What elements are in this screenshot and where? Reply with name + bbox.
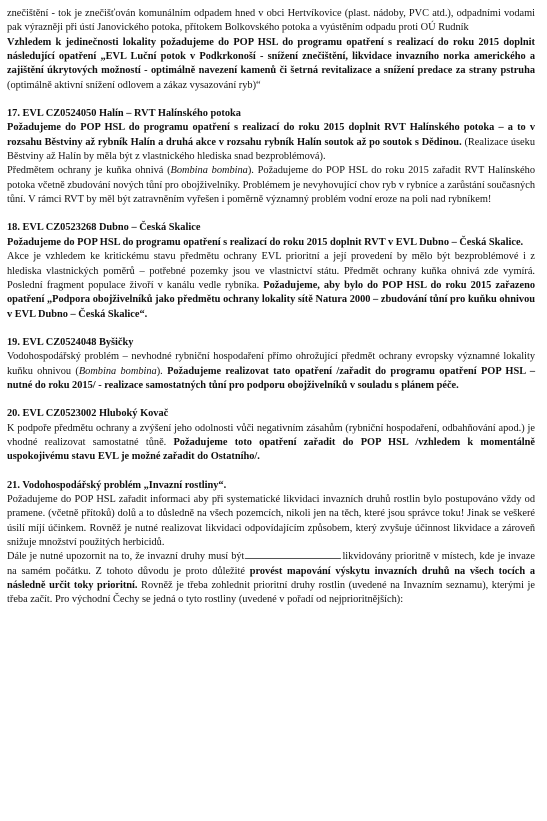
requirement-text: Požadujeme toto opatření zařadit do POP HSL /vzhledem k momentálně uspokojivému stavu EVL je možné zařadit do Ostatního/. [7, 436, 535, 463]
section-19-body [7, 350, 535, 393]
section-20-heading: 20. EVL CZ0523002 Hluboký Kovač [7, 408, 169, 420]
requirement-text: Vzhledem k jedinečnosti lokality požadujeme do POP HSL do programu opatření s realizací do roku 2015 doplnit následující opatření „EVL Luční potok v Podkrkonoší - snížení znečištění, likvidace invazního norka amerického a zajištění úkrytových možností - optimálně navezení kamenů či šetrná revitalizace a snížení predace za strany pstruha [7, 36, 535, 77]
paragraph-text: Požadujeme do POP HSL zařadit informaci aby při systematické likvidaci invazních druhů rostlin bylo postupováno vždy od pramene. (včetně přítoků) dolů a to důsledně na všech pozemcích, nikoli jen na těch, které jsou správce toku! Jinak se veškeré úsilí míjí účinkem. Rovněž je nutné realizovat likvidaci odpovídajícím způsobem, který zvyšuje účinnost likvidace a zároveň snižuje množství použitých herbicidů. [7, 493, 535, 548]
section-gap [7, 207, 535, 221]
section-17-heading: 17. EVL CZ0524050 Halín – RVT Halínského potoka [7, 108, 241, 120]
section-21-paragraph-1 [7, 493, 535, 550]
requirement-text: Požadujeme, aby bylo do POP HSL do roku 2015 zařazeno opatření „Podpora obojživelníků jako předmětu ochrany lokality sítě Natura 2000 – zbudování tůní pro kuňku ohnivou v EVL Dubno – Česká Skalice“. [7, 279, 535, 320]
requirement-text: Požadujeme do POP HSL do programu opatření s realizací do roku 2015 doplnit RVT v EVL Dubno – Česká Skalice. [7, 236, 524, 248]
paragraph-luční-potok [7, 7, 535, 93]
section-gap [7, 93, 535, 107]
paragraph-text: Rovněž je třeba zohlednit prioritní druhy rostlin (uvedené na Invazním seznamu), kterými je třeba začít. Pro východní Čechy se jedná o tyto rostliny (uvedené v pořadí od nejprioritnějších): [7, 580, 535, 606]
paragraph-text: Akce je vzhledem ke kritickému stavu předmětu ochrany EVL prioritní a její provedení by mělo být bezproblémové i z hlediska vlastnických poměrů – potřebné pozemky jsou ve vlastnictví státu. Předmět ochrany kuňka ohnivá zde vymírá. Poslední fragment populace živoří v kanálu vedle rybníka. [7, 251, 535, 291]
paragraph-text: likvidovány prioritně v místech, kde je invaze na samém počátku. Z tohoto důvodu je proto důležité [7, 551, 535, 577]
paragraph-text: ). Požadujeme do POP HSL do roku 2015 zařadit RVT Halínského potoka včetně zbudování nových tůní pro obojživelníky. Problémem je nevyhovující chov ryb v rybníce a zarůstání současných tůní. V rámci RVT by měl být zatravněním vyřešen i poměrně významný problém vodní eroze na poli nad rybníkem! [7, 165, 535, 206]
paragraph-text: Vodohospodářský problém – nevhodné rybniční hospodaření přímo ohrožující předmět ochrany evropsky významné lokality kuňku ohnivou ( [7, 351, 535, 377]
section-gap [7, 393, 535, 407]
blank-fill-line [245, 550, 341, 559]
section-gap [7, 465, 535, 479]
section-17-body [7, 121, 535, 164]
paragraph-text: ). [156, 365, 163, 377]
paragraph-text: (optimálně aktivní snížení odlovem a zákaz vysazování ryb)“ [7, 79, 261, 91]
paragraph-text: (Realizace úseku Běstviny až Halín by měla být z vlastnického hlediska snad bezproblémová). [7, 136, 535, 163]
section-21-heading: 21. Vodohospodářský problém „Invazní rostliny“. [7, 479, 227, 491]
paragraph-text: K podpoře předmětu ochrany a zvýšení jeho odolnosti vůči negativním zásahům (rybniční hospodaření, odbahňování apod.) je vhodné realizovat samostatné tůně. [7, 422, 535, 448]
section-19-heading: 19. EVL CZ0524048 Byšičky [7, 336, 134, 348]
section-18-heading: 18. EVL CZ0523268 Dubno – Česká Skalice [7, 222, 201, 234]
paragraph-text: Dále je nutné upozornit na to, že invazní druhy musí být [7, 551, 245, 563]
species-name: Bombina bombina [170, 165, 248, 177]
section-20-body [7, 422, 535, 465]
section-21-paragraph-2 [7, 550, 535, 607]
paragraph-text: znečištění - tok je znečišťován komunálním odpadem hned v obci Hertvíkovice (plast. nádoby, PVC atd.), odpadními vodami pak výrazněji při ústí Janovického potoka, přítokem Bolkovského potoka a vyústěním odpadu proti OÚ Rudník [7, 8, 535, 34]
requirement-text: Požadujeme realizovat tato opatření /zařadit do programu opatření POP HSL – nutné do roku 2015/ - realizace samostatných tůní pro podporu obojživelníků v souladu s plánem péče. [7, 365, 536, 391]
requirement-text: provést mapování výskytu invazních druhů na všech tocích a následně určit toky prioritní. [7, 565, 536, 592]
section-17-paragraph [7, 164, 535, 207]
section-gap [7, 322, 535, 336]
section-18-requirement [7, 236, 535, 250]
paragraph-text: Předmětem ochrany je kuňka ohnivá ( [7, 165, 171, 177]
section-18-body [7, 250, 535, 322]
requirement-text: Požadujeme do POP HSL do programu opatření s realizací do roku 2015 doplnit RVT Halínského potoka – a to v rozsahu Běstviny až rybník Halín a druhá akce v rozsahu rybník Halín soutok až po soutok s Dědinou. [7, 122, 535, 148]
species-name: Bombina bombina [78, 365, 157, 377]
